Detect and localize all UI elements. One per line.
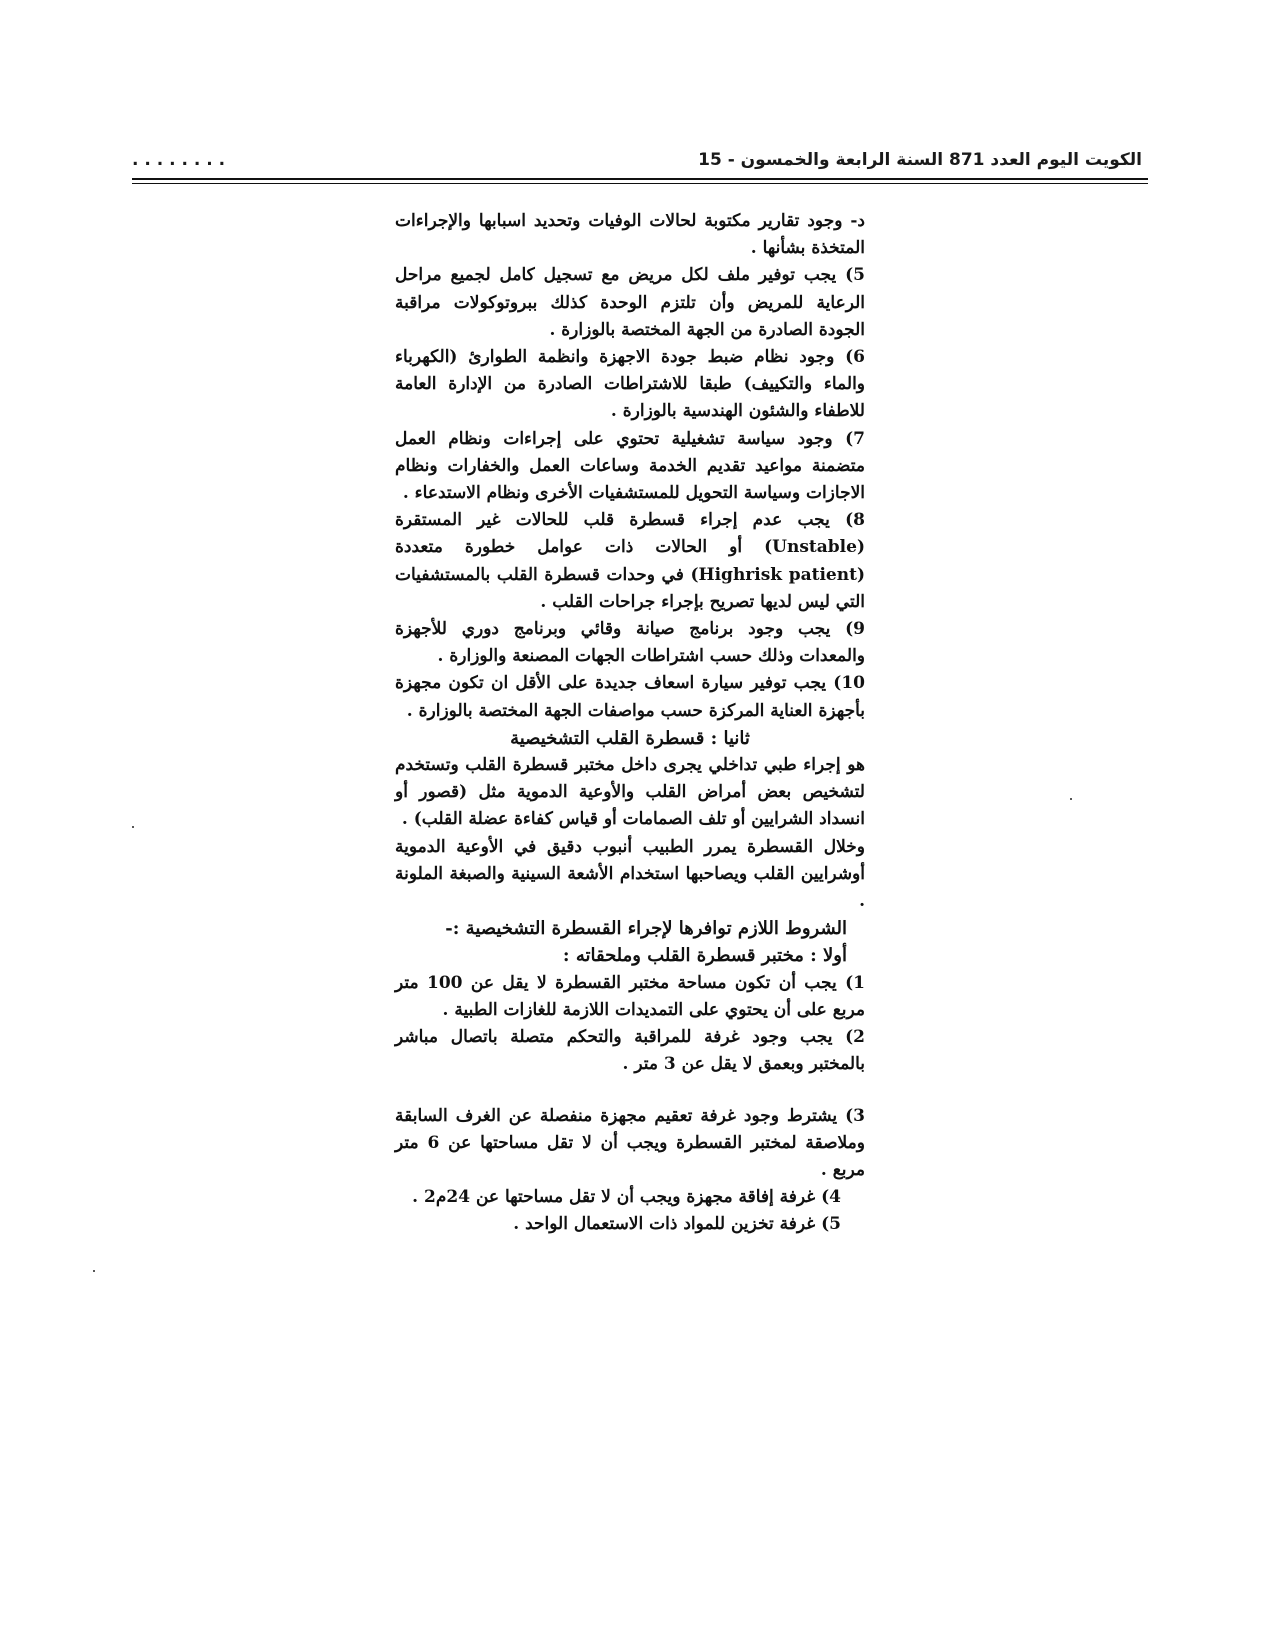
header-left-line: . . . . . . . . (132, 150, 226, 170)
paragraph: 2) يجب وجود غرفة للمراقبة والتحكم متصلة باتصال مباشر بالمختبر وبعمق لا يقل عن 3 متر . (395, 1027, 865, 1075)
header-rule-thin (132, 183, 1148, 184)
paragraph-gap (395, 1079, 865, 1103)
paragraph: 10) يجب توفير سيارة اسعاف جديدة على الأقل ان تكون مجهزة بأجهزة العناية المركزة حسب مواصفات الجهة المختصة بالوزارة . (395, 673, 865, 721)
paragraph: 7) وجود سياسة تشغيلية تحتوي على إجراءات ونظام العمل متضمنة مواعيد تقديم الخدمة وساعات العمل والخفارات ونظام الاجازات وسياسة التحويل للمستشفيات الأخرى ونظام الاستدعاء . (395, 428, 865, 504)
scan-speck (1070, 798, 1072, 800)
subsection-heading: أولا : مختبر قسطرة القلب وملحقاته : (562, 945, 847, 967)
paragraph: 1) يجب أن تكون مساحة مختبر القسطرة لا يقل عن 100 متر مربع على أن يحتوي على التمديدات اللازمة للغازات الطبية . (395, 972, 865, 1020)
paragraph: هو إجراء طبي تداخلي يجرى داخل مختبر قسطرة القلب وتستخدم لتشخيص بعض أمراض القلب والأوعية الدموية مثل (قصور أو انسداد الشرايين أو تلف الصمامات أو قياس كفاءة عضلة القلب) . (395, 755, 865, 830)
header-rule-thick (132, 178, 1148, 180)
list-item: 4) غرفة إفاقة مجهزة ويجب أن لا تقل مساحتها عن 24م2 . (412, 1187, 841, 1208)
paragraph: 6) وجود نظام ضبط جودة الاجهزة وانظمة الطوارئ (الكهرباء والماء والتكييف) طبقا للاشتراطات الصادرة من الإدارة العامة للاطفاء والشئون الهندسية بالوزارة . (395, 347, 865, 422)
header-publication-line: الكويت اليوم العدد 871 السنة الرابعة والخمسون - 15 (698, 150, 1142, 170)
paragraph: 3) يشترط وجود غرفة تعقيم مجهزة منفصلة عن الغرف السابقة وملاصقة لمختبر القسطرة ويجب أن لا تقل مساحتها عن 6 متر مربع . (395, 1105, 865, 1180)
subsection-heading: الشروط اللازم توافرها لإجراء القسطرة التشخيصية :- (445, 918, 847, 940)
list-item: 5) غرفة تخزين للمواد ذات الاستعمال الواحد . (513, 1214, 841, 1235)
section-heading: ثانيا : قسطرة القلب التشخيصية (510, 727, 750, 749)
document-body (395, 208, 865, 1239)
paragraph: وخلال القسطرة يمرر الطبيب أنبوب دقيق في الأوعية الدموية أوشرايين القلب ويصاحبها استخدام الأشعة السينية والصبغة الملونة . (395, 836, 865, 912)
scan-speck (93, 1270, 95, 1272)
paragraph: 9) يجب وجود برنامج صيانة وقائي وبرنامج دوري للأجهزة والمعدات وذلك حسب اشتراطات الجهات المصنعة والوزارة . (395, 619, 865, 667)
page-header (132, 150, 1142, 176)
scan-speck (132, 826, 134, 828)
paragraph: د- وجود تقارير مكتوبة لحالات الوفيات وتحديد اسبابها والإجراءات المتخذة بشأنها . (395, 211, 865, 259)
paragraph: 8) يجب عدم إجراء قسطرة قلب للحالات غير المستقرة (Unstable) أو الحالات ذات عوامل خطورة متعددة (Highrisk patient) في وحدات قسطرة القلب بالمستشفيات التي ليس لديها تصريح بإجراء جراحات القلب . (395, 510, 865, 612)
paragraph: 5) يجب توفير ملف لكل مريض مع تسجيل كامل لجميع مراحل الرعاية للمريض وأن تلتزم الوحدة كذلك ببروتوكولات مراقبة الجودة الصادرة من الجهة المختصة بالوزارة . (395, 265, 865, 340)
